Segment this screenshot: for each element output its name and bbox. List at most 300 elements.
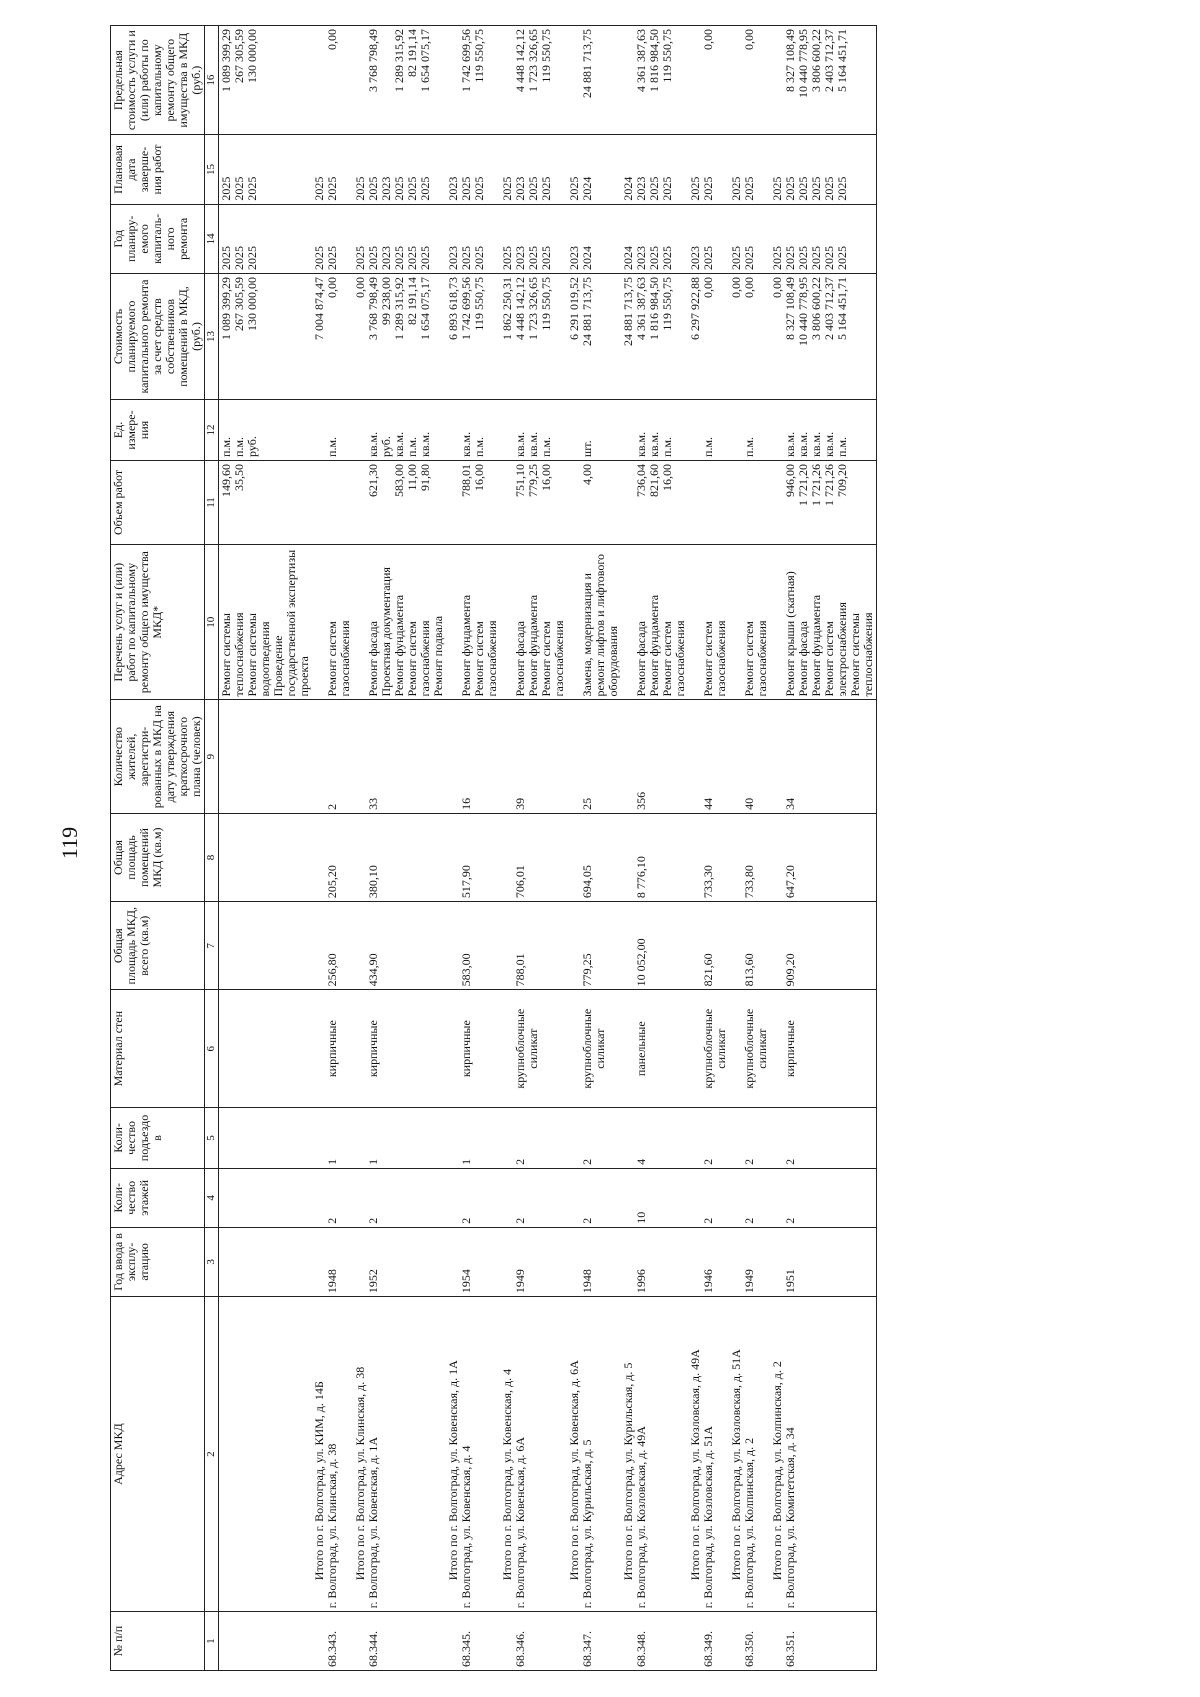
area-rooms-cell — [219, 813, 313, 901]
residents-count: 44 — [701, 797, 715, 810]
header-cell: Количество жителей, зарегистри-рованных в МКД на дату утверждения краткосрочного плана (человек) — [111, 700, 205, 813]
header-cell: Общая площадь МКД, всего (кв.м) — [111, 902, 205, 990]
commission-year-cell — [353, 1227, 446, 1296]
residents-count-cell — [312, 700, 353, 813]
end-year-value: 2025 — [729, 176, 743, 201]
commission-year: 1949 — [742, 1269, 756, 1294]
column-number: 7 — [205, 902, 219, 990]
address-cell — [312, 1297, 353, 1612]
header-cell: Год планиру-емого капиталь-ного ремонта — [111, 204, 205, 273]
cost-value: 8 327 108,49 — [783, 277, 797, 340]
column-number: 14 — [205, 204, 219, 273]
limit-value: 0,00 — [701, 29, 715, 50]
area-total-cell — [770, 902, 877, 990]
unit-cell — [312, 400, 353, 461]
end-year-cell — [729, 135, 770, 204]
plan-year-value: 2025 — [770, 246, 784, 270]
unit-value: кв.м. — [366, 431, 380, 457]
plan-year-value: 2025 — [500, 246, 514, 270]
wall-material-cell — [500, 990, 567, 1108]
unit-value: шт. — [580, 440, 594, 457]
total-line: Итого по г. Волгоград, ул. Курильская, д. 5 — [621, 1362, 635, 1581]
residents-count — [220, 703, 233, 809]
residents-count-cell — [219, 700, 313, 813]
end-year-value: 2025 — [472, 176, 486, 201]
floors-count-cell — [500, 1168, 567, 1227]
table-body — [219, 26, 877, 1671]
end-year-value: 2025 — [835, 176, 849, 201]
end-year-cell — [353, 135, 446, 204]
cost-value: 1 742 699,56 — [459, 277, 473, 340]
works-cell — [312, 545, 353, 700]
end-year-value: 2025 — [312, 176, 326, 201]
row-number: 68.345. — [459, 1631, 473, 1667]
plan-year-cell — [353, 204, 446, 273]
wall-material: панельные — [634, 1021, 648, 1077]
plan-year-value: 2025 — [405, 246, 419, 270]
area-total: 583,00 — [459, 953, 473, 987]
end-year-value: 2025 — [353, 176, 367, 201]
plan-year-value: 2025 — [701, 246, 715, 270]
work-item: Ремонт фасада — [366, 621, 380, 697]
total-line: Итого по г. Волгоград, ул. Колпинская, д. 2 — [770, 1361, 784, 1581]
address-text: г. Волгоград, ул. Курильская, д. 5 — [580, 1439, 594, 1609]
limit-value: 0,00 — [742, 29, 756, 50]
cost-cell — [621, 274, 688, 400]
commission-year-cell — [446, 1227, 500, 1296]
plan-year-value: 2025 — [459, 246, 473, 270]
table-row — [219, 26, 313, 1671]
address-cell — [567, 1297, 621, 1612]
cost-value: 0,00 — [325, 277, 339, 298]
limit-cell — [688, 26, 729, 135]
area-total: 10 052,00 — [634, 938, 648, 987]
row-number-cell — [567, 1612, 621, 1671]
volume-value — [743, 464, 756, 541]
row-number: 68.350. — [742, 1631, 756, 1667]
plan-year-value: 2025 — [729, 246, 743, 270]
work-item: Ремонт фасада — [796, 621, 810, 697]
cost-cell — [353, 274, 446, 400]
end-year-value: 2025 — [796, 176, 810, 201]
unit-cell — [621, 400, 688, 461]
cost-value: 24 881 713,75 — [580, 277, 594, 346]
wall-material: кирпичные — [783, 1020, 797, 1078]
work-item: Ремонт крыши (скатная) — [783, 571, 797, 697]
limit-cell — [312, 26, 353, 135]
floors-count: 2 — [459, 1217, 473, 1224]
address-text: г. Волгоград, ул. Козловская, д. 51А — [701, 1426, 715, 1609]
wall-material-cell — [312, 990, 353, 1108]
cost-value: 6 893 618,73 — [446, 277, 460, 340]
cost-value: 6 297 922,88 — [688, 277, 702, 340]
work-item: Ремонт подвала — [431, 615, 445, 697]
end-year-value: 2023 — [513, 176, 527, 201]
floors-count-cell — [770, 1168, 877, 1227]
end-year-cell — [446, 135, 500, 204]
unit-value: п.м. — [835, 436, 849, 457]
end-year-value: 2024 — [580, 176, 594, 201]
volume-cell — [219, 460, 313, 544]
volume-cell — [500, 460, 567, 544]
limit-value: 1 723 326,65 — [526, 29, 540, 92]
entrances-count-cell — [729, 1108, 770, 1169]
unit-value: п.м. — [472, 436, 486, 457]
column-number: 9 — [205, 700, 219, 813]
entrances-count-cell — [446, 1108, 500, 1169]
floors-count: 2 — [513, 1217, 527, 1224]
floors-count-cell — [621, 1168, 688, 1227]
end-year-value: 2025 — [219, 176, 233, 201]
column-number: 12 — [205, 400, 219, 461]
plan-year-value: 2025 — [835, 246, 849, 270]
cost-value: 119 550,75 — [539, 277, 553, 331]
plan-year-value: 2025 — [742, 246, 756, 270]
limit-value: 130 000,00 — [245, 29, 259, 83]
wall-material-cell — [688, 990, 729, 1108]
cost-value: 0,00 — [742, 277, 756, 298]
area-total-cell — [353, 902, 446, 990]
row-number: 68.344. — [366, 1631, 380, 1667]
volume-value: 35,50 — [232, 463, 246, 491]
end-year-value: 2025 — [701, 176, 715, 201]
plan-year-value: 2023 — [634, 246, 648, 270]
volume-value — [702, 464, 715, 541]
row-number-cell — [770, 1612, 877, 1671]
plan-year-value: 2023 — [688, 246, 702, 270]
area-total-cell — [621, 902, 688, 990]
address-text: г. Волгоград, ул. Ковенская, д. 1А — [366, 1437, 380, 1609]
plan-year-value: 2025 — [219, 246, 233, 270]
works-cell — [621, 545, 688, 700]
end-year-value: 2025 — [770, 176, 784, 201]
limit-value: 3 768 798,49 — [366, 29, 380, 92]
residents-count: 2 — [325, 803, 339, 810]
volume-value: 751,10 — [513, 463, 527, 497]
entrances-count: 2 — [783, 1158, 797, 1165]
cost-value: 5 164 451,71 — [835, 277, 849, 340]
area-total: 434,90 — [366, 953, 380, 987]
limit-value: 2 403 712,37 — [822, 29, 836, 92]
end-year-value: 2025 — [809, 176, 823, 201]
plan-year-value: 2023 — [446, 246, 460, 270]
work-item: Ремонт фундамента — [647, 594, 661, 697]
entrances-count-cell — [353, 1108, 446, 1169]
cost-value: 0,00 — [353, 277, 367, 298]
volume-value: 779,25 — [526, 463, 540, 497]
volume-cell — [446, 460, 500, 544]
unit-value: п.м. — [742, 436, 756, 457]
wall-material — [220, 993, 233, 1104]
total-line: Итого по г. Волгоград, ул. Клинская, д. 38 — [353, 1366, 367, 1581]
wall-material-cell — [621, 990, 688, 1108]
work-item: Ремонт фундамента — [392, 594, 406, 697]
cost-value: 24 881 713,75 — [621, 277, 635, 346]
plan-year-value: 2025 — [472, 246, 486, 270]
area-total-cell — [567, 902, 621, 990]
total-line: Итого по г. Волгоград, ул. Ковенская, д. 4 — [500, 1368, 514, 1581]
unit-cell — [500, 400, 567, 461]
commission-year: 1946 — [701, 1269, 715, 1294]
cost-value: 1 862 250,31 — [500, 277, 514, 340]
address-cell — [219, 1297, 313, 1612]
header-cell: Объем работ — [111, 460, 205, 544]
area-total-cell — [312, 902, 353, 990]
plan-year-value: 2025 — [232, 246, 246, 270]
residents-count-cell — [729, 700, 770, 813]
row-number-cell — [688, 1612, 729, 1671]
plan-year-cell — [770, 204, 877, 273]
unit-value: п.м. — [219, 436, 233, 457]
end-year-value: 2025 — [366, 176, 380, 201]
cost-value: 1 654 075,17 — [418, 277, 432, 340]
volume-value: 1 721,26 — [809, 463, 823, 506]
area-rooms-cell — [688, 813, 729, 901]
entrances-count: 4 — [634, 1158, 648, 1165]
area-rooms: 647,20 — [783, 865, 797, 899]
wall-material-cell — [567, 990, 621, 1108]
header-cell: Предельная стоимость услуги и (или) работы по капитальному ремонту общего имущества в МКД (руб.) — [111, 26, 205, 135]
end-year-cell — [567, 135, 621, 204]
area-rooms: 733,80 — [742, 865, 756, 899]
unit-value: кв.м. — [822, 431, 836, 457]
cost-cell — [729, 274, 770, 400]
row-number-cell — [729, 1612, 770, 1671]
unit-cell — [353, 400, 446, 461]
table-row — [729, 26, 770, 1671]
cost-value: 119 550,75 — [660, 277, 674, 331]
limit-cell — [353, 26, 446, 135]
header-cell: Материал стен — [111, 990, 205, 1108]
cost-value: 130 000,00 — [245, 277, 259, 331]
column-number: 4 — [205, 1168, 219, 1227]
entrances-count-cell — [688, 1108, 729, 1169]
row-number: 68.348. — [634, 1631, 648, 1667]
volume-value: 736,04 — [634, 463, 648, 497]
row-number: 68.343. — [325, 1631, 339, 1667]
column-number: 11 — [205, 460, 219, 544]
works-cell — [567, 545, 621, 700]
address-cell — [688, 1297, 729, 1612]
unit-value: кв.м. — [796, 431, 810, 457]
plan-year-cell — [500, 204, 567, 273]
column-number: 15 — [205, 135, 219, 204]
column-number: 2 — [205, 1297, 219, 1612]
area-total-cell — [688, 902, 729, 990]
unit-cell — [688, 400, 729, 461]
commission-year: 1951 — [783, 1269, 797, 1294]
wall-material-cell — [770, 990, 877, 1108]
address-text: г. Волгоград, ул. Ковенская, д. 6А — [513, 1437, 527, 1609]
volume-value: 709,20 — [835, 463, 849, 497]
area-total — [220, 905, 233, 986]
works-cell — [770, 545, 877, 700]
work-item: Ремонт фасада — [634, 621, 648, 697]
end-year-value: 2023 — [634, 176, 648, 201]
area-rooms-cell — [770, 813, 877, 901]
area-total: 909,20 — [783, 953, 797, 987]
limit-value: 1 654 075,17 — [418, 29, 432, 92]
residents-count: 356 — [634, 791, 648, 810]
column-number: 10 — [205, 545, 219, 700]
column-number: 16 — [205, 26, 219, 135]
table-row — [567, 26, 621, 1671]
wall-material: крупноблочные силикат — [701, 1008, 728, 1089]
area-rooms: 205,20 — [325, 865, 339, 899]
plan-year-value: 2025 — [353, 246, 367, 270]
commission-year-cell — [219, 1227, 313, 1296]
limit-value: 5 164 451,71 — [835, 29, 849, 92]
work-item: Ремонт систем газоснабжения — [701, 620, 728, 697]
cost-cell — [500, 274, 567, 400]
header-cell: Год ввода в эксплу-атацию — [111, 1227, 205, 1296]
end-year-value: 2025 — [232, 176, 246, 201]
plan-year-cell — [567, 204, 621, 273]
entrances-count: 2 — [580, 1158, 594, 1165]
unit-value: кв.м. — [634, 431, 648, 457]
unit-value: п.м. — [325, 436, 339, 457]
cost-value: 0,00 — [701, 277, 715, 298]
row-number: 68.347. — [580, 1631, 594, 1667]
header-cell: Плановая дата заверше-ния работ — [111, 135, 205, 204]
cost-cell — [770, 274, 877, 400]
area-total-cell — [446, 902, 500, 990]
work-item: Ремонт фасада — [513, 621, 527, 697]
plan-year-value: 2024 — [580, 246, 594, 270]
floors-count: 2 — [701, 1217, 715, 1224]
commission-year-cell — [770, 1227, 877, 1296]
unit-value: руб. — [245, 436, 259, 457]
end-year-value: 2023 — [379, 176, 393, 201]
limit-value: 1 089 399,29 — [219, 29, 233, 92]
limit-cell — [621, 26, 688, 135]
address-cell — [446, 1297, 500, 1612]
volume-value — [246, 464, 259, 541]
plan-year-value: 2025 — [245, 246, 259, 270]
table-row — [770, 26, 877, 1671]
area-total: 256,80 — [325, 953, 339, 987]
column-number: 5 — [205, 1108, 219, 1169]
volume-value: 16,00 — [539, 463, 553, 491]
plan-year-cell — [312, 204, 353, 273]
commission-year: 1954 — [459, 1269, 473, 1294]
area-rooms: 706,01 — [513, 865, 527, 899]
volume-value: 946,00 — [783, 463, 797, 497]
wall-material: крупноблочные силикат — [742, 1008, 769, 1089]
end-year-value: 2023 — [446, 176, 460, 201]
entrances-count-cell — [219, 1108, 313, 1169]
wall-material: кирпичные — [459, 1020, 473, 1078]
end-year-value: 2025 — [392, 176, 406, 201]
commission-year-cell — [567, 1227, 621, 1296]
entrances-count-cell — [621, 1108, 688, 1169]
commission-year-cell — [500, 1227, 567, 1296]
residents-count-cell — [353, 700, 446, 813]
end-year-value: 2025 — [688, 176, 702, 201]
header-cell: Ед. измере-ния — [111, 400, 205, 461]
entrances-count: 1 — [325, 1158, 339, 1165]
row-number-cell — [312, 1612, 353, 1671]
area-total: 813,60 — [742, 953, 756, 987]
cost-cell — [312, 274, 353, 400]
row-number-cell — [353, 1612, 446, 1671]
plan-year-value: 2025 — [366, 246, 380, 270]
plan-year-value: 2023 — [567, 246, 581, 270]
end-year-cell — [770, 135, 877, 204]
end-year-value: 2025 — [526, 176, 540, 201]
unit-cell — [446, 400, 500, 461]
limit-cell — [446, 26, 500, 135]
commission-year: 1948 — [580, 1269, 594, 1294]
area-total-cell — [219, 902, 313, 990]
end-year-value: 2025 — [783, 176, 797, 201]
plan-year-value: 2025 — [539, 246, 553, 270]
area-rooms-cell — [353, 813, 446, 901]
cost-value: 2 403 712,37 — [822, 277, 836, 340]
wall-material-cell — [219, 990, 313, 1108]
volume-cell — [688, 460, 729, 544]
unit-value: кв.м. — [809, 431, 823, 457]
entrances-count-cell — [567, 1108, 621, 1169]
address-text — [220, 1300, 233, 1608]
work-item: Ремонт систем электроснабжения — [822, 602, 849, 697]
area-rooms: 380,10 — [366, 865, 380, 899]
residents-count-cell — [621, 700, 688, 813]
volume-value: 621,30 — [366, 463, 380, 497]
residents-count: 33 — [366, 797, 380, 810]
header-cell: Коли-чество этажей — [111, 1168, 205, 1227]
address-cell — [770, 1297, 877, 1612]
works-cell — [446, 545, 500, 700]
unit-value: кв.м. — [647, 431, 661, 457]
volume-value: 4,00 — [580, 463, 594, 485]
cost-value: 267 305,59 — [232, 277, 246, 331]
table-row — [621, 26, 688, 1671]
cost-cell — [446, 274, 500, 400]
floors-count-cell — [353, 1168, 446, 1227]
volume-value: 149,60 — [219, 463, 233, 497]
volume-value: 16,00 — [472, 463, 486, 491]
residents-count-cell — [500, 700, 567, 813]
limit-value: 1 289 315,92 — [392, 29, 406, 92]
entrances-count-cell — [500, 1108, 567, 1169]
floors-count: 2 — [366, 1217, 380, 1224]
end-year-cell — [621, 135, 688, 204]
work-item: Ремонт фундамента — [459, 594, 473, 697]
area-total-cell — [729, 902, 770, 990]
work-item: Ремонт систем газоснабжения — [405, 620, 432, 697]
unit-value: кв.м. — [526, 431, 540, 457]
unit-value: руб. — [379, 436, 393, 457]
area-rooms-cell — [567, 813, 621, 901]
floors-count: 2 — [742, 1217, 756, 1224]
volume-cell — [770, 460, 877, 544]
work-item: Ремонт фундамента — [809, 594, 823, 697]
unit-value: п.м. — [405, 436, 419, 457]
header-cell: Общая площадь помещений МКД (кв.м) — [111, 813, 205, 901]
unit-value: п.м. — [232, 436, 246, 457]
end-year-cell — [688, 135, 729, 204]
unit-value: кв.м. — [392, 431, 406, 457]
unit-value: п.м. — [660, 436, 674, 457]
address-cell — [729, 1297, 770, 1612]
plan-year-value: 2025 — [418, 246, 432, 270]
volume-cell — [729, 460, 770, 544]
wall-material-cell — [729, 990, 770, 1108]
entrances-count — [220, 1111, 233, 1165]
total-line: Итого по г. Волгоград, ул. КИМ, д. 14Б — [312, 1381, 326, 1581]
area-rooms-cell — [729, 813, 770, 901]
